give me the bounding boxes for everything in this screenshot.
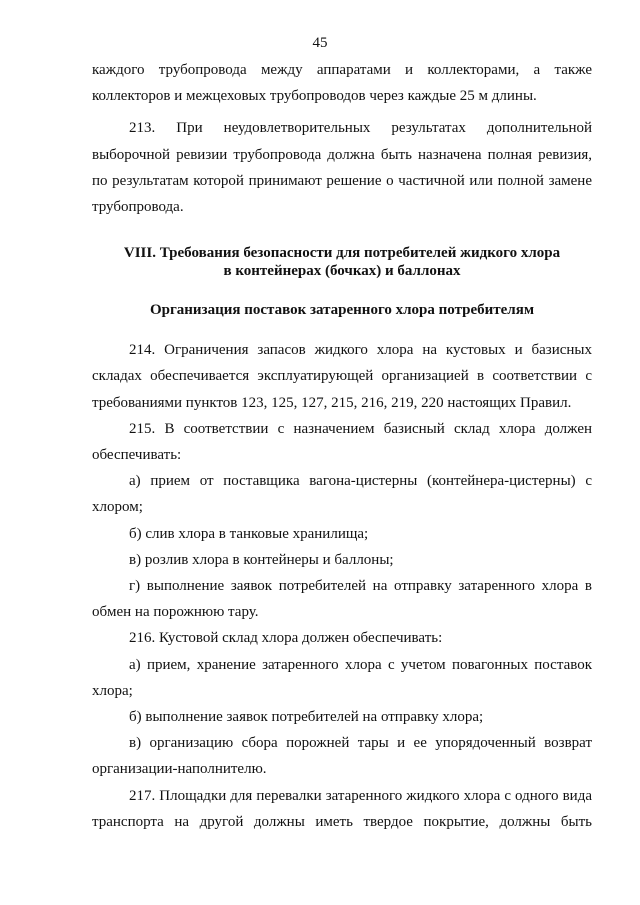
paragraph-continuation: каждого трубопровода между аппаратами и коллекторами, а также коллекторов и межцеховых трубопроводов через каждые 25 м длины. (92, 62, 592, 105)
paragraph-216: 216. Кустовой склад хлора должен обеспечивать: (129, 630, 443, 647)
list-item-215b: б) слив хлора в танковые хранилища; (129, 525, 369, 542)
list-item-216b: б) выполнение заявок потребителей на отправку хлора; (129, 709, 484, 726)
list-item-215g: г) выполнение заявок потребителей на отправку затаренного хлора в обмен на порожнюю тару. (92, 578, 592, 621)
section-heading-line2: в контейнерах (бочках) и баллонах (223, 263, 461, 280)
list-item-216a: а) прием, хранение затаренного хлора с учетом повагонных поставок хлора; (92, 656, 592, 699)
paragraph-217: 217. Площадки для перевалки затаренного жидкого хлора с одного вида транспорта на другой должны иметь твердое покрытие, должны быть (92, 787, 592, 830)
document-body (92, 57, 592, 835)
subsection-heading: Организация поставок затаренного хлора потребителям (149, 302, 535, 319)
paragraph-213: 213. При неудовлетворительных результатах дополнительной выборочной ревизии трубопровода должна быть назначена полная ревизия, по результатам которой принимают решение о частичной или полной замене трубопровода. (92, 120, 592, 216)
list-item-216v: в) организацию сбора порожней тары и ее упорядоченный возврат организации-наполнителю. (92, 735, 592, 778)
list-item-215a: а) прием от поставщика вагона-цистерны (контейнера-цистерны) с хлором; (92, 473, 592, 516)
section-heading (92, 244, 592, 280)
paragraph-215: 215. В соответствии с назначением базисный склад хлора должен обеспечивать: (92, 420, 592, 464)
list-item-215v: в) розлив хлора в контейнеры и баллоны; (129, 551, 394, 568)
paragraph-214: 214. Ограничения запасов жидкого хлора на кустовых и базисных складах обеспечивается эксплуатирующей организацией в соответствии с требованиями пунктов 123, 125, 127, 215, 216, 219, 220 настоящих Правил. (92, 342, 592, 411)
section-heading-line1: VIII. Требования безопасности для потребителей жидкого хлора (123, 245, 561, 262)
page-number: 45 (312, 35, 328, 51)
